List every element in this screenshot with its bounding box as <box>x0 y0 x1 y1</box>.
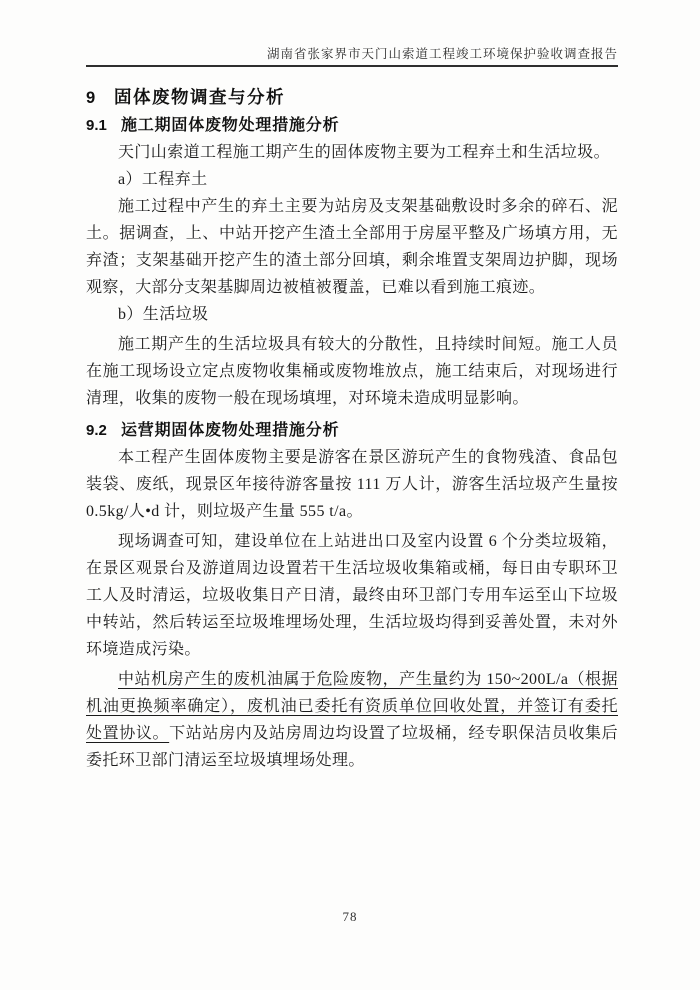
section-9-1-title: 施工期固体废物处理措施分析 <box>121 117 340 134</box>
page-header <box>86 0 618 67</box>
waste-oil-rest-text: 下站站房内及站房周边均设置了垃圾桶，经专职保洁员收集后委托环卫部门清运至垃圾填埋场处理。 <box>86 725 618 769</box>
item-b-label: b）生活垃圾 <box>118 306 209 323</box>
waste-oil-underlined-text: 中站机房产生的废机油属于危险废物，产生量约为 150~200L/a（根据机油更换频率确定），废机油已委托有资质单位回收处置，并签订有委托处置协议。 <box>86 671 618 742</box>
collection-paragraph: 现场调查可知，建设单位在上站进出口及室内设置 6 个分类垃圾箱，在景区观景台及游道周边设置若干生活垃圾收集箱或桶，每日由专职环卫工人及时清运，垃圾收集日产日清，最终由环卫部门专用车运至山下垃圾中转站，然后转运至垃圾堆埋场处理，生活垃圾均得到妥善处置，未对外环境造成污染。 <box>86 533 618 658</box>
construction-waste-paragraph: 施工期产生的生活垃圾具有较大的分散性，且持续时间短。施工人员在施工现场设立定点废物收集桶或废物堆放点，施工结束后，对现场进行清理，收集的废物一般在现场填埋，对环境未造成明显影响。 <box>86 336 618 407</box>
intro-paragraph: 天门山索道工程施工期产生的固体废物主要为工程弃土和生活垃圾。 <box>118 144 611 161</box>
section-9-heading <box>86 85 618 110</box>
visitor-waste-paragraph: 本工程产生固体废物主要是游客在景区游玩产生的食物残渣、食品包装袋、废纸，现景区年接待游客量按 111 万人计，游客生活垃圾产生量按 0.5kg/人•d 计，则垃圾产生量 555 t/a。 <box>86 449 618 520</box>
item-a-label: a）工程弃土 <box>118 171 208 188</box>
section-9-number: 9 <box>86 89 96 107</box>
section-9-title: 固体废物调查与分析 <box>114 87 285 107</box>
section-9-1-heading <box>86 114 618 138</box>
page-number: 78 <box>342 909 358 924</box>
spoil-paragraph: 施工过程中产生的弃土主要为站房及支架基础敷设时多余的碎石、泥土。据调查，上、中站开挖产生渣土全部用于房屋平整及广场填方用，无弃渣；支架基础开挖产生的渣土部分回填，剩余堆置支架周边护脚，现场观察，大部分支架基脚周边被植被覆盖，已难以看到施工痕迹。 <box>86 198 618 296</box>
header-title: 湖南省张家界市天门山索道工程竣工环境保护验收调查报告 <box>266 47 618 61</box>
waste-oil-paragraph <box>86 666 618 774</box>
header-rule <box>86 65 618 67</box>
section-9-2-heading <box>86 419 618 443</box>
section-9-2-number: 9.2 <box>86 422 107 439</box>
page-footer <box>0 908 700 926</box>
section-9-2-title: 运营期固体废物处理措施分析 <box>121 422 340 439</box>
section-9-1-number: 9.1 <box>86 117 107 134</box>
